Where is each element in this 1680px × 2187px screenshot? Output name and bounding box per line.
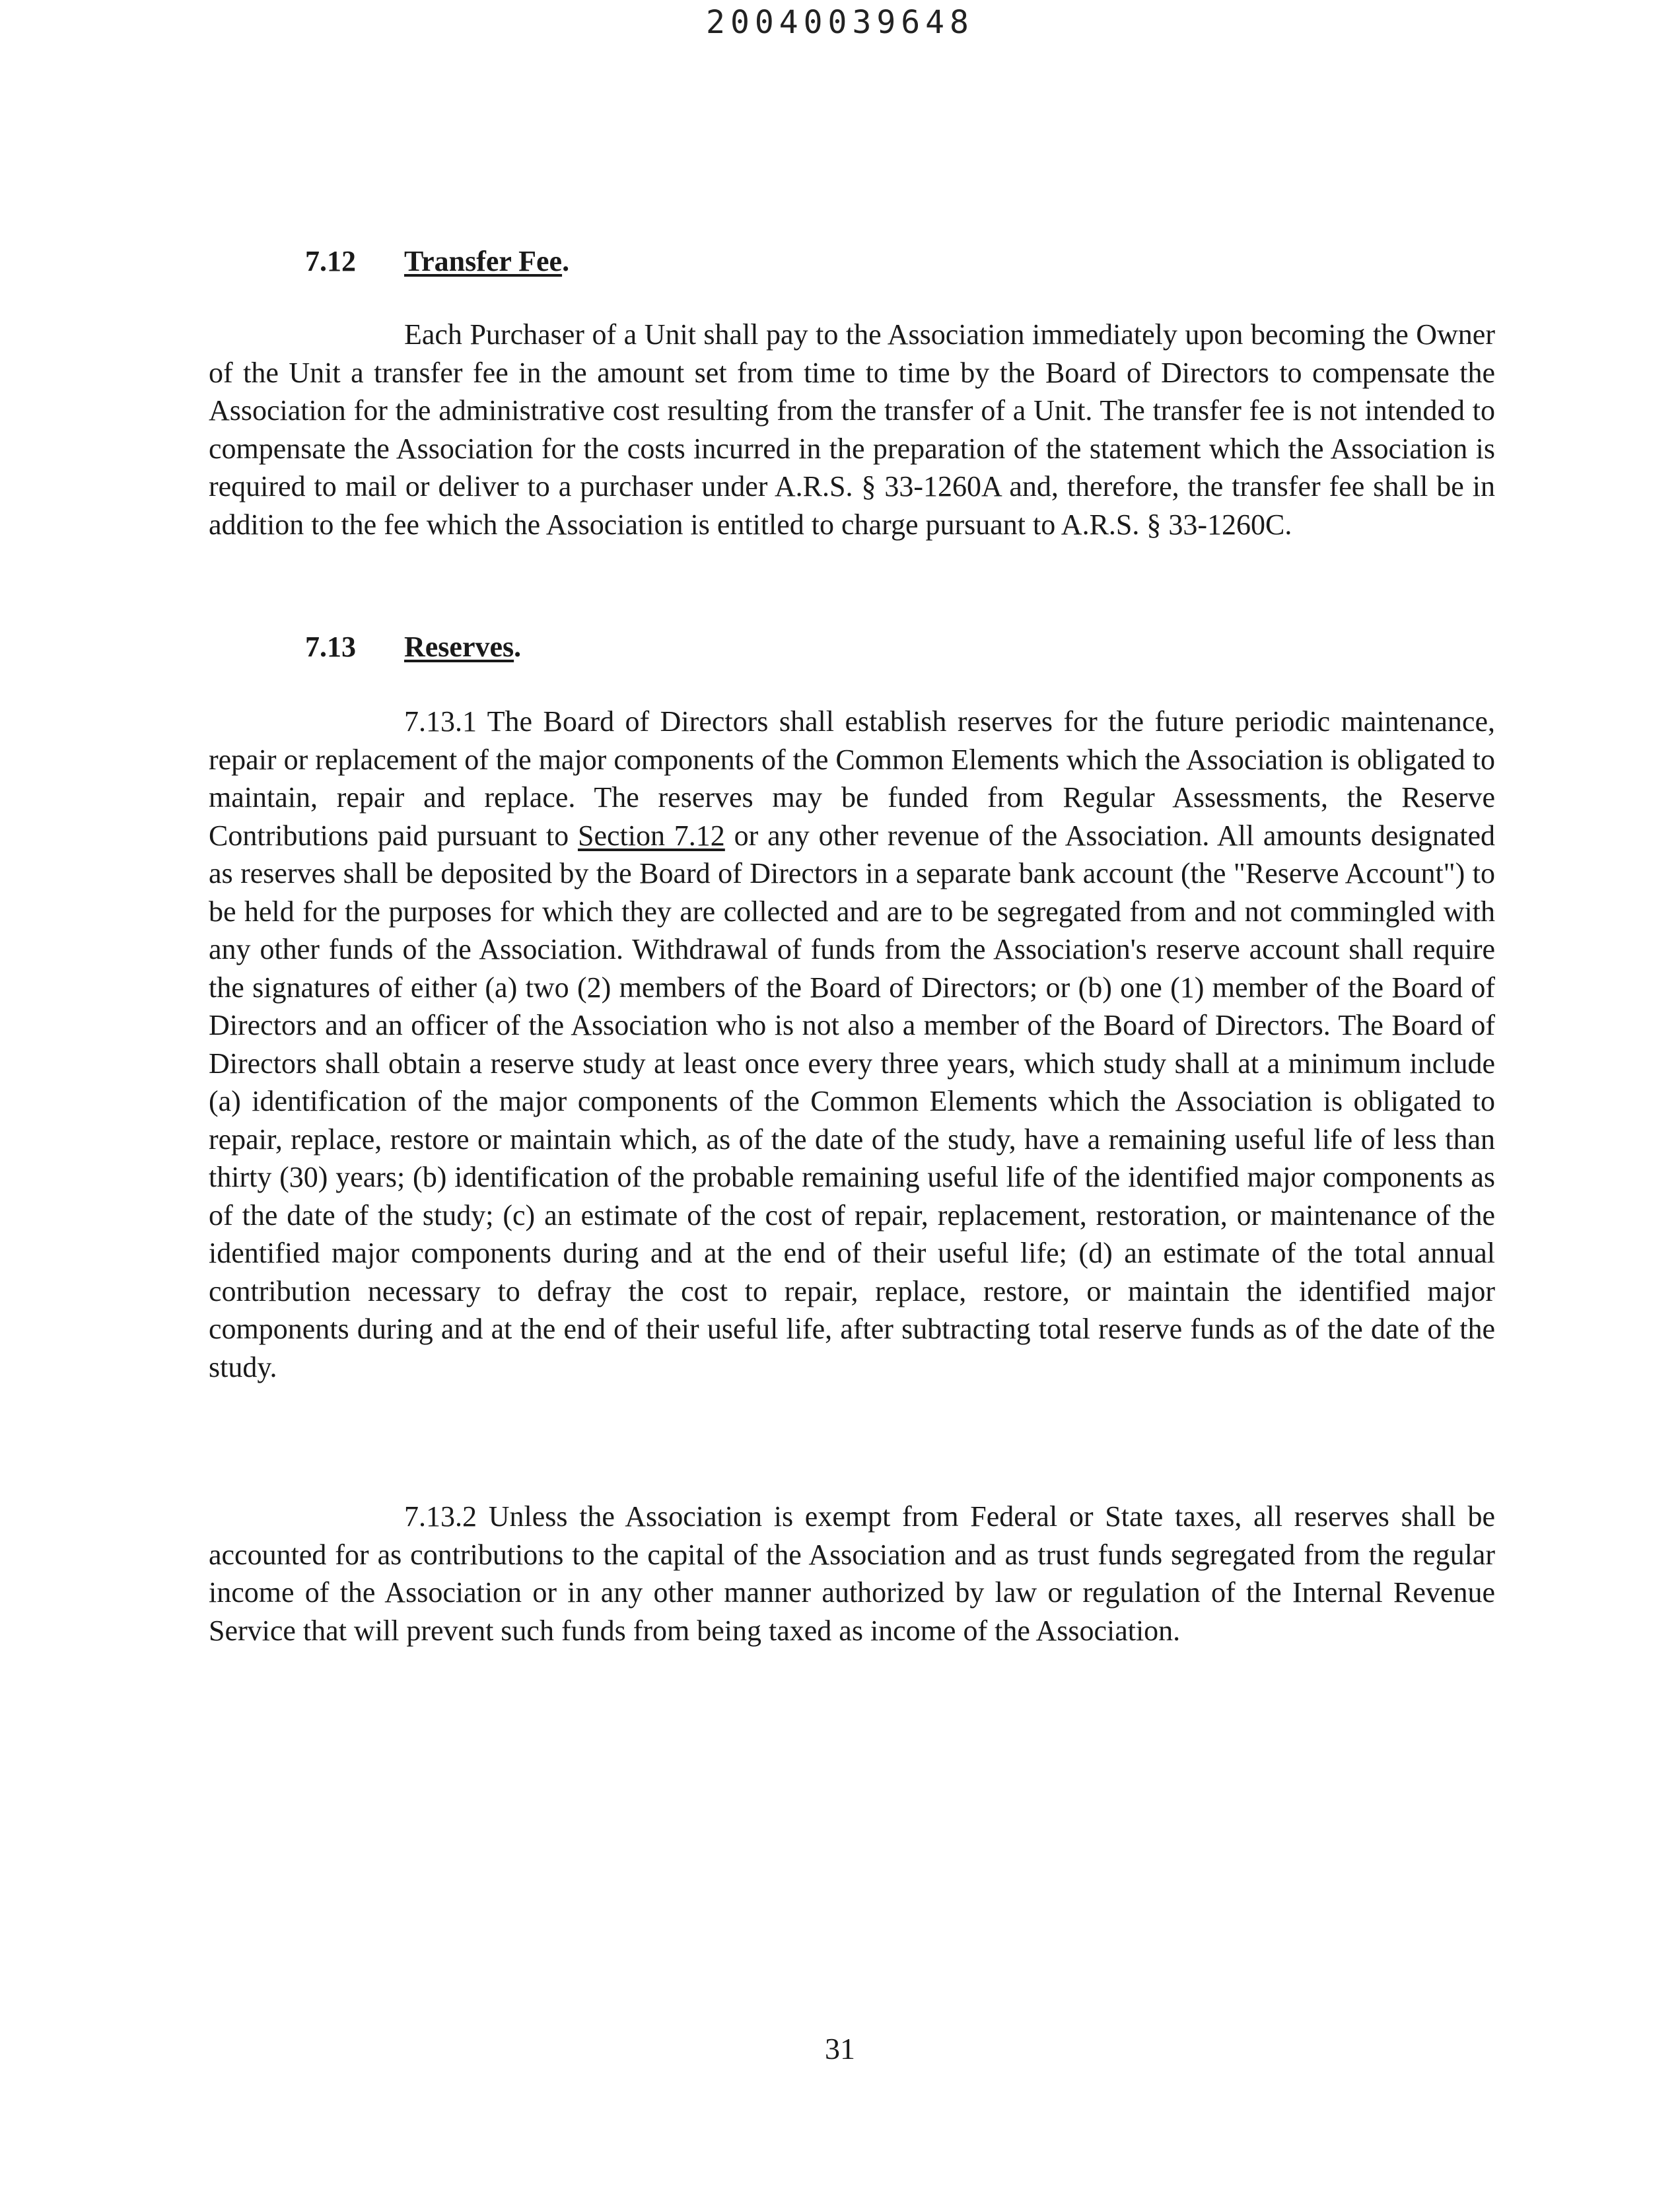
section-number: 7.12 — [305, 245, 356, 277]
section-title-punctuation: . — [514, 631, 522, 663]
section-title: Transfer Fee — [404, 245, 563, 277]
section-cross-reference: Section 7.12 — [577, 819, 725, 852]
paragraph-7-13-1 — [209, 703, 1495, 1386]
paragraph-text: 7.13.2 Unless the Association is exempt from Federal or State taxes, all reserves shall be accounted for as contributions to the capital of the Association and as trust funds segregated from the regular income of the Association or in any other manner authorized by law or regulation of the Internal Revenue Service that will prevent such funds from being taxed as income of the Association. — [209, 1500, 1495, 1647]
section-title-punctuation: . — [562, 245, 570, 277]
paragraph-text-after-reference: or any other revenue of the Association. All amounts designated as reserves shall be deposited by the Board of Directors in a separate bank account (the "Reserve Account") to be held for the purposes for which they are collected and are to be segregated from and not commingled with any other funds of the Association. Withdrawal of funds from the Association's reserve account shall require the signatures of either (a) two (2) members of the Board of Directors; or (b) one (1) member of the Board of Directors and an officer of the Association who is not also a member of the Board of Directors. The Board of Directors shall obtain a reserve study at least once every three years, which study shall at a minimum include (a) identification of the major components of the Common Elements which the Association is obligated to repair, replace, restore or maintain which, as of the date of the study, have a remaining useful life of less than thirty (30) years; (b) identification of the probable remaining useful life of the identified major components as of the date of the study; (c) an estimate of the cost of repair, replacement, restoration, or maintenance of the identified major components during and at the end of their useful life; (d) an estimate of the total annual contribution necessary to defray the cost to repair, replace, restore, or maintain the identified major components during and at the end of their useful life, after subtracting total reserve funds as of the date of the study. — [209, 819, 1496, 1383]
document-number: 20040039648 — [706, 4, 974, 41]
page-number: 31 — [825, 2032, 855, 2066]
paragraph-transfer-fee — [209, 316, 1495, 543]
paragraph-7-13-2 — [209, 1498, 1495, 1649]
paragraph-text: Each Purchaser of a Unit shall pay to the Association immediately upon becoming the Owner of the Unit a transfer fee in the amount set from time to time by the Board of Directors to compensate the Association for the administrative cost resulting from the transfer of a Unit. The transfer fee is not intended to compensate the Association for the costs incurred in the preparation of the statement which the Association is required to mail or deliver to a purchaser under A.R.S. § 33-1260A and, therefore, the transfer fee shall be in addition to the fee which the Association is entitled to charge pursuant to A.R.S. § 33-1260C. — [209, 318, 1495, 541]
section-heading-7-12 — [305, 244, 569, 278]
section-number: 7.13 — [305, 631, 356, 663]
section-heading-7-13 — [305, 630, 521, 664]
section-title: Reserves — [404, 631, 514, 663]
paragraph-text-before-reference: 7.13.1 The Board of Directors shall establish reserves for the future periodic maintenance, repair or replacement of the major components of the Common Elements which the Association is obligated to maintain, repair and replace. The reserves may be funded from Regular Assessments, the Reserve Contributions paid pursuant to — [209, 705, 1495, 852]
